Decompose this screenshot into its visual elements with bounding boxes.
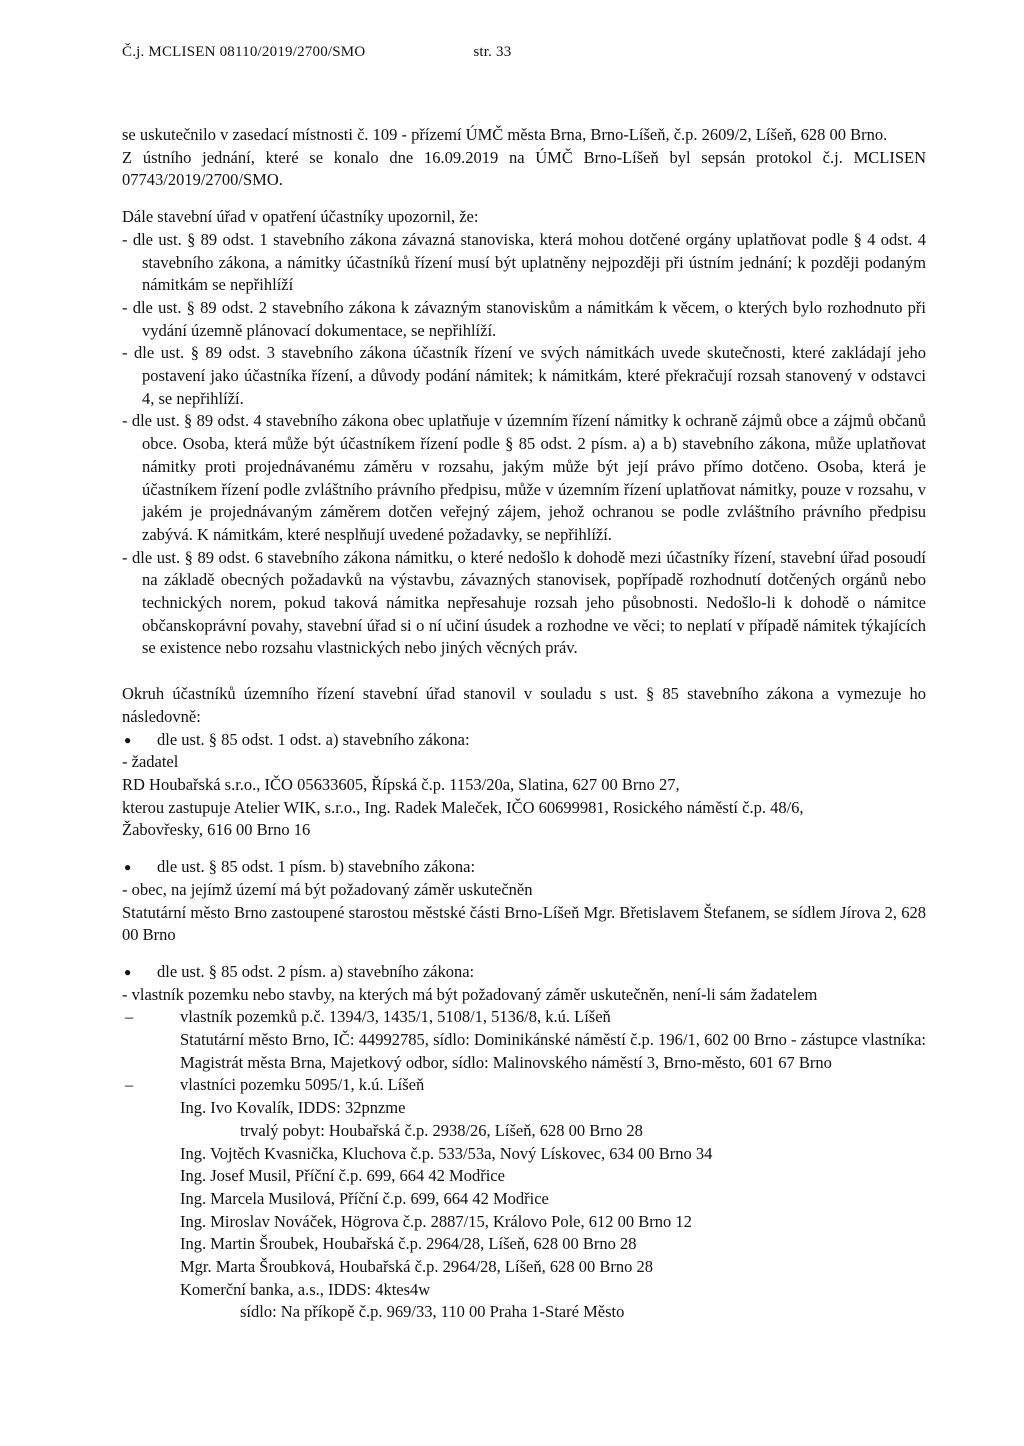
role-label: - vlastník pozemku nebo stavby, na kterých má být požadovaný záměr uskutečněn, není-li sám žadatelem [122, 984, 818, 1004]
section-owners-heading: ● dle ust. § 85 odst. 2 písm. a) stavebního zákona: [122, 961, 926, 984]
notice-item: - dle ust. § 89 odst. 1 stavebního zákona závazná stanoviska, která mohou dotčené orgány uplatňovat podle § 4 odst. 4 stavebního zákona, a námitky účastníků řízení musí být uplatněny nejpozději při ústním jednání; k později podaným námitkám se nepřihlíží [122, 229, 926, 295]
role-label: - žadatel [122, 752, 179, 772]
dash-marker: – [125, 1075, 134, 1095]
applicant-line: Žabovřesky, 616 00 Brno 16 [122, 820, 311, 840]
owner-line: Ing. Marcela Musilová, Příční č.p. 699, 664 42 Modřice [180, 1188, 549, 1208]
document-body [122, 124, 926, 1324]
document-reference: Č.j. MCLISEN 08110/2019/2700/SMO [122, 44, 366, 60]
owner-line: Komerční banka, a.s., IDDS: 4ktes4w [180, 1279, 431, 1299]
notice-item: - dle ust. § 89 odst. 6 stavebního zákona námitku, o které nedošlo k dohodě mezi účastníky řízení, stavební úřad posoudí na základě obecných požadavků na výstavbu, závazných stanovisek, popřípadě rozhodnutí dotčených orgánů nebo technických norem, pokud taková námitka nepřesahuje rozsah jeho působnosti. Nedošlo-li k dohodě o námitce občanskoprávní povahy, stavební úřad si o ní učiní úsudek a rozhodne ve věci; to neplatí v případě námitek týkajících se existence nebo rozsahu vlastnických nebo jiných věcných práv. [122, 547, 926, 658]
owner-line: Ing. Josef Musil, Příční č.p. 699, 664 42 Modřice [180, 1166, 505, 1186]
applicant-line: RD Houbařská s.r.o., IČO 05633605, Řípská č.p. 1153/20a, Slatina, 627 00 Brno 27, [122, 774, 680, 794]
page-number: str. 33 [473, 44, 512, 60]
owner-line: Mgr. Marta Šroubková, Houbařská č.p. 2964/28, Líšeň, 628 00 Brno 28 [180, 1257, 653, 1277]
notice-item: - dle ust. § 89 odst. 3 stavebního zákona účastník řízení ve svých námitkách uvede skutečnosti, které zakládají jeho postavení jako účastníka řízení, a důvody podání námitek; k námitkám, které překračují rozsah stanovený v odstavci 4, se nepřihlíží. [122, 343, 926, 408]
owner-line: Ing. Martin Šroubek, Houbařská č.p. 2964/28, Líšeň, 628 00 Brno 28 [180, 1234, 637, 1254]
owner-line: Ing. Ivo Kovalík, IDDS: 32pnzme [180, 1098, 406, 1118]
paragraph-notice-intro: Dále stavební úřad v opatření účastníky upozornil, že: [122, 207, 479, 227]
section-applicant-heading: ● dle ust. § 85 odst. 1 odst. a) stavebního zákona: [122, 729, 926, 752]
owner-line: trvalý pobyt: Houbařská č.p. 2938/26, Líšeň, 628 00 Brno 28 [240, 1120, 643, 1140]
paragraph-protocol: Z ústního jednání, které se konalo dne 16.09.2019 na ÚMČ Brno-Líšeň byl sepsán protokol č.j. MCLISEN 07743/2019/2700/SMO. [122, 147, 926, 190]
dash-item-label: vlastníci pozemku 5095/1, k.ú. Líšeň [180, 1075, 425, 1095]
paragraph-meeting-place: se uskutečnilo v zasedací místnosti č. 109 - přízemí ÚMČ města Brna, Brno-Líšeň, č.p. 2609/2, Líšeň, 628 00 Brno. [122, 125, 888, 144]
owner-line: Ing. Vojtěch Kvasnička, Kluchova č.p. 533/53a, Nový Lískovec, 634 00 Brno 34 [180, 1143, 713, 1163]
city-owner-text: Statutární město Brno, IČ: 44992785, sídlo: Dominikánské náměstí č.p. 196/1, 602 00 Brno - zástupce vlastníka: Magistrát města Brna, Majetkový odbor, sídlo: Malinovského náměstí 3, Brno-město, 601 67 Brno [180, 1030, 926, 1072]
section-municipality-heading: ● dle ust. § 85 odst. 1 písm. b) stavebního zákona: [122, 856, 926, 879]
paragraph-participants-intro: Okruh účastníků územního řízení stavební úřad stanovil v souladu s ust. § 85 stavebního zákona a vymezuje ho následovně: [122, 684, 926, 726]
owner-line: sídlo: Na příkopě č.p. 969/33, 110 00 Praha 1-Staré Město [240, 1302, 625, 1322]
owner-line: Ing. Miroslav Nováček, Högrova č.p. 2887/15, Královo Pole, 612 00 Brno 12 [180, 1211, 692, 1231]
role-label: - obec, na jejímž území má být požadovaný záměr uskutečněn [122, 879, 533, 899]
dash-item-label: vlastník pozemků p.č. 1394/3, 1435/1, 5108/1, 5136/8, k.ú. Líšeň [180, 1007, 611, 1027]
applicant-line: kterou zastupuje Atelier WIK, s.r.o., Ing. Radek Maleček, IČO 60699981, Rosického náměstí č.p. 48/6, [122, 797, 804, 817]
dash-marker: – [125, 1007, 134, 1027]
dash-item-private-land [122, 1074, 926, 1097]
notice-item: - dle ust. § 89 odst. 4 stavebního zákona obec uplatňuje v územním řízení námitky k ochraně zájmů obce a zájmů občanů obce. Osoba, která může být účastníkem řízení podle § 85 odst. 2 písm. a) a b) stavebního zákona, může uplatňovat námitky proti projednávanému záměru v rozsahu, jakým může být její právo přímo dotčeno. Osoba, která je účastníkem řízení podle zvláštního právního předpisu, může v územním řízení uplatňovat námitky, pouze v rozsahu, v jakém je projednávaným záměrem dotčen veřejný zájem, jehož ochranou se podle zvláštního právního předpisu zabývá. K námitkám, které nesplňují uvedené požadavky, se nepřihlíží. [122, 411, 926, 544]
municipality-text: Statutární město Brno zastoupené starostou městské části Brno-Líšeň Mgr. Břetislavem Štefanem, se sídlem Jírova 2, 628 00 Brno [122, 902, 926, 945]
notice-item: - dle ust. § 89 odst. 2 stavebního zákona k závazným stanoviskům a námitkám k věcem, o kterých bylo rozhodnuto při vydání územně plánovací dokumentace, se nepřihlíží. [122, 297, 926, 340]
dash-item-city-land [122, 1006, 926, 1029]
page-header [122, 44, 511, 61]
